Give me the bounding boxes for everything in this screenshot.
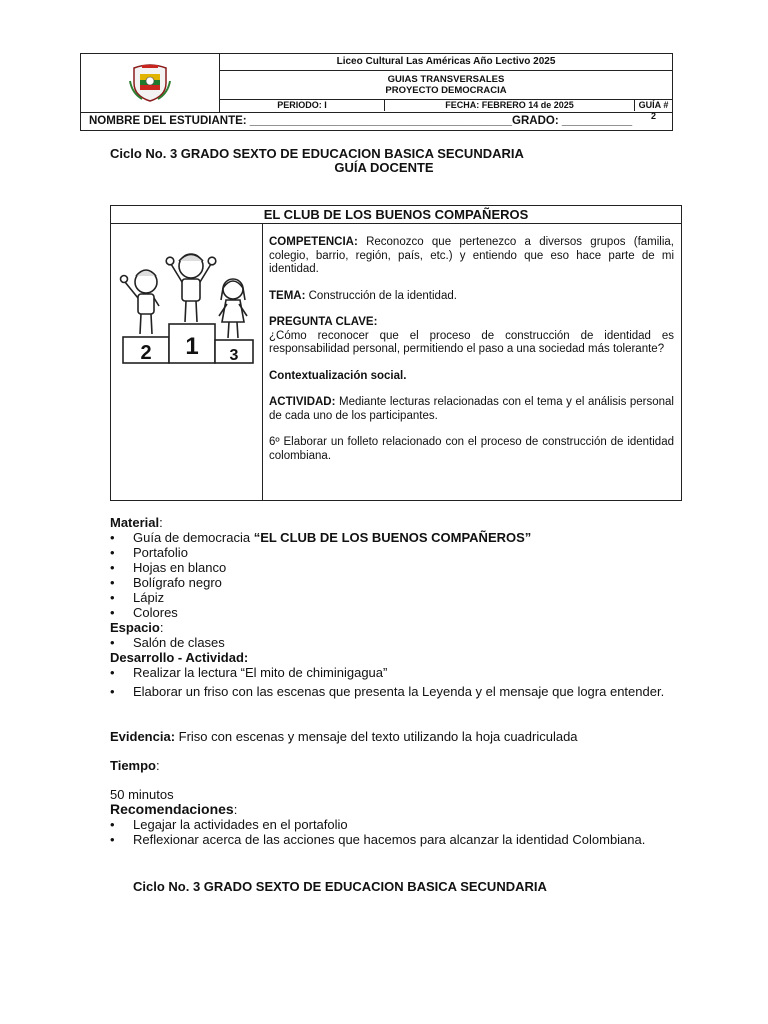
header-table — [80, 53, 673, 131]
list-item: • Bolígrafo negro — [110, 575, 682, 590]
period: PERIODO: I — [220, 100, 385, 111]
evidencia — [110, 729, 682, 744]
header-subtitles — [220, 71, 672, 100]
student-name-line: NOMBRE DEL ESTUDIANTE: _________________________________________GRADO: ___________ — [89, 115, 633, 127]
material-section — [110, 515, 682, 700]
footer-cycle-title: Ciclo No. 3 GRADO SEXTO DE EDUCACION BASICA SECUNDARIA — [133, 879, 547, 894]
actividad-text: Mediante lecturas relacionadas con el tema y el análisis personal de cada uno de los participantes. — [269, 396, 674, 422]
competencia-text: Reconozco que pertenezco a diversos grupos (familia, colegio, barrio, región, país, etc.) y entiendo que eso hace parte de mi identidad. — [269, 236, 674, 275]
recomendaciones-section — [110, 802, 682, 847]
pregunta-clave — [269, 316, 674, 357]
pregunta-label: PREGUNTA CLAVE: — [269, 316, 378, 328]
cycle-title: Ciclo No. 3 GRADO SEXTO DE EDUCACION BASICA SECUNDARIA — [110, 146, 524, 161]
date: FECHA: FEBRERO 14 de 2025 — [385, 100, 635, 111]
pregunta-text: ¿Cómo reconocer que el proceso de construcción de identidad es responsabilidad personal, permitiendo el paso a una sociedad más tolerante? — [269, 329, 674, 355]
contexto — [269, 370, 674, 384]
list-item: • Colores — [110, 605, 682, 620]
list-item: • Lápiz — [110, 590, 682, 605]
sexto-item: 6º Elaborar un folleto relacionado con el proceso de construcción de identidad colombiana. — [269, 436, 674, 462]
guide-type: GUÍA DOCENTE — [334, 160, 434, 175]
actividad — [269, 396, 674, 423]
club-description — [263, 224, 681, 500]
list-item: • Elaborar un friso con las escenas que presenta la Leyenda y el mensaje que logra entender. — [110, 683, 682, 700]
list-item: • Hojas en blanco — [110, 560, 682, 575]
desarrollo-heading: Desarrollo - Actividad: — [110, 650, 249, 665]
actividad-label: ACTIVIDAD: — [269, 396, 336, 408]
list-item: • Salón de clases — [110, 635, 682, 650]
school-name: Liceo Cultural Las Américas Año Lectivo 2025 — [220, 54, 672, 71]
header-meta-row — [220, 100, 672, 121]
podium-number-3: 3 — [229, 347, 239, 364]
espacio-heading: Espacio: — [110, 620, 164, 635]
material-first-bold: “EL CLUB DE LOS BUENOS COMPAÑEROS” — [253, 530, 532, 545]
recomendaciones-heading: Recomendaciones: — [110, 801, 238, 817]
tema-label: TEMA: — [269, 289, 306, 302]
podium-number-2: 2 — [140, 342, 152, 364]
podium-number-1: 1 — [185, 333, 199, 360]
list-item: • Legajar la actividades en el portafolio — [110, 817, 682, 832]
list-item — [110, 530, 682, 545]
list-item: • Reflexionar acerca de las acciones que hacemos para alcanzar la identidad Colombiana. — [110, 832, 682, 847]
espacio-label: Espacio — [110, 620, 160, 635]
tiempo-heading: Tiempo: — [110, 758, 160, 773]
material-first-prefix: Guía de democracia — [133, 530, 254, 545]
material-label: Material — [110, 515, 160, 530]
club-title: EL CLUB DE LOS BUENOS COMPAÑEROS — [111, 206, 681, 224]
tiempo-value: 50 minutos — [110, 787, 174, 802]
list-item: • Portafolio — [110, 545, 682, 560]
competencia — [269, 236, 674, 277]
contexto-label: Contextualización social. — [269, 369, 407, 382]
guides-title: GUIAS TRANSVERSALES — [387, 74, 505, 85]
school-logo — [81, 54, 220, 112]
competencia-label: COMPETENCIA: — [269, 236, 358, 248]
evidencia-label: Evidencia: — [110, 729, 176, 744]
evidencia-text: Friso con escenas y mensaje del texto utilizando la hoja cuadriculada — [175, 729, 578, 744]
podium-illustration — [111, 224, 263, 500]
tema-text: Construcción de la identidad. — [305, 289, 457, 302]
material-heading: Material: — [110, 515, 163, 530]
list-item: • Realizar la lectura “El mito de chiminigagua” — [110, 665, 682, 680]
recomendaciones-label: Recomendaciones — [110, 801, 234, 817]
tiempo-label: Tiempo — [110, 758, 156, 773]
guide-number: GUÍA # 2 — [638, 100, 669, 121]
tema — [269, 290, 674, 304]
club-table — [110, 205, 682, 501]
project-title: PROYECTO DEMOCRACIA — [385, 85, 507, 96]
